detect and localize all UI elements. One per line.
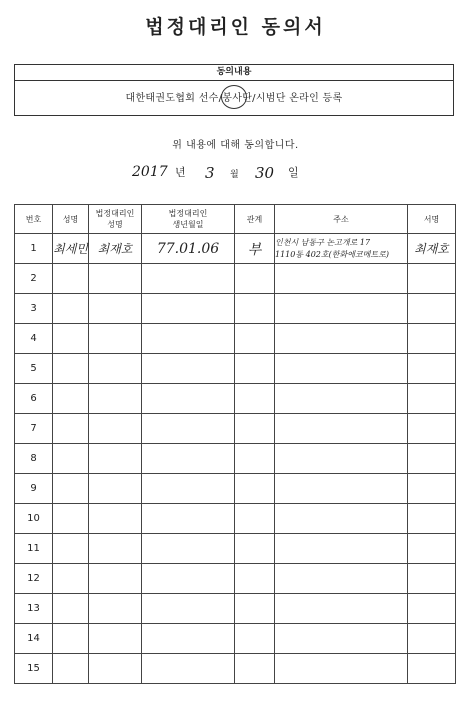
- consent-body: 대한태권도협회 선수/봉사단/시범단 온라인 등록: [125, 93, 343, 104]
- cell-name: [53, 654, 89, 684]
- table-row: [15, 264, 456, 294]
- date-year-unit: 년: [175, 166, 186, 179]
- table-row: [15, 474, 456, 504]
- cell-guardian-name: [89, 354, 142, 384]
- date-day-unit: 일: [288, 166, 299, 179]
- header-signature: 서명: [408, 205, 456, 234]
- row-number: 11: [15, 534, 53, 564]
- cell-relation: [235, 324, 275, 354]
- cell-relation: [235, 504, 275, 534]
- table-row: [15, 324, 456, 354]
- cell-relation: [235, 654, 275, 684]
- row-number: 1: [15, 234, 53, 264]
- table-row: [15, 294, 456, 324]
- table-header-row: [15, 205, 456, 234]
- row-number: 3: [15, 294, 53, 324]
- cell-name: [53, 564, 89, 594]
- cell-address: [275, 504, 408, 534]
- table-row: [15, 414, 456, 444]
- guardian-table: [14, 204, 456, 684]
- header-guardian-name: 법정대리인 성명: [89, 205, 142, 234]
- cell-name: [53, 444, 89, 474]
- row-number: 2: [15, 264, 53, 294]
- cell-signature: [408, 474, 456, 504]
- cell-relation: [235, 534, 275, 564]
- table-row: [15, 354, 456, 384]
- consent-header: 동의내용: [15, 65, 453, 81]
- cell-signature: [408, 534, 456, 564]
- cell-address: [275, 564, 408, 594]
- cell-signature: [408, 654, 456, 684]
- header-address: 주소: [275, 205, 408, 234]
- cell-guardian-birth: [142, 504, 235, 534]
- table-row: [15, 534, 456, 564]
- cell-relation: [235, 444, 275, 474]
- table-row: [15, 444, 456, 474]
- cell-guardian-name: [89, 414, 142, 444]
- cell-address: [275, 654, 408, 684]
- cell-guardian-name: [89, 294, 142, 324]
- cell-guardian-name: [89, 564, 142, 594]
- cell-name: [53, 354, 89, 384]
- cell-relation: [235, 294, 275, 324]
- cell-relation: [235, 384, 275, 414]
- cell-guardian-birth: [142, 624, 235, 654]
- cell-signature: [408, 264, 456, 294]
- cell-name: [53, 474, 89, 504]
- date-month-unit: 월: [230, 170, 239, 180]
- cell-guardian-name: [89, 264, 142, 294]
- cell-guardian-birth: 77.01.06: [142, 234, 235, 264]
- row-number: 10: [15, 504, 53, 534]
- row-number: 9: [15, 474, 53, 504]
- table-row: [15, 654, 456, 684]
- cell-guardian-name: [89, 504, 142, 534]
- cell-address: [275, 384, 408, 414]
- cell-guardian-name: [89, 444, 142, 474]
- cell-signature: [408, 294, 456, 324]
- header-no: 번호: [15, 205, 53, 234]
- table-row: [15, 564, 456, 594]
- row-number: 4: [15, 324, 53, 354]
- cell-address: [275, 264, 408, 294]
- cell-guardian-birth: [142, 654, 235, 684]
- cell-guardian-birth: [142, 474, 235, 504]
- cell-guardian-birth: [142, 264, 235, 294]
- table-row: [15, 504, 456, 534]
- date-year: 2017: [132, 164, 168, 180]
- cell-guardian-name: [89, 594, 142, 624]
- cell-name: [53, 504, 89, 534]
- cell-guardian-name: [89, 384, 142, 414]
- cell-guardian-name: [89, 654, 142, 684]
- cell-relation: [235, 624, 275, 654]
- cell-guardian-birth: [142, 594, 235, 624]
- cell-guardian-birth: [142, 384, 235, 414]
- date-day: 30: [255, 164, 275, 182]
- cell-address: [275, 354, 408, 384]
- cell-name: 최세민: [53, 234, 89, 264]
- cell-name: [53, 594, 89, 624]
- cell-guardian-birth: [142, 324, 235, 354]
- cell-signature: [408, 564, 456, 594]
- cell-relation: [235, 564, 275, 594]
- cell-signature: [408, 354, 456, 384]
- cell-address: [275, 474, 408, 504]
- cell-address: [275, 324, 408, 354]
- cell-name: [53, 384, 89, 414]
- cell-guardian-birth: [142, 354, 235, 384]
- cell-guardian-birth: [142, 414, 235, 444]
- cell-guardian-name: [89, 324, 142, 354]
- cell-signature: [408, 324, 456, 354]
- cell-address: [275, 294, 408, 324]
- cell-relation: [235, 264, 275, 294]
- cell-guardian-birth: [142, 534, 235, 564]
- circle-mark: [221, 85, 247, 109]
- table-row: [15, 384, 456, 414]
- agree-statement: 위 내용에 대해 동의합니다.: [172, 140, 299, 151]
- row-number: 8: [15, 444, 53, 474]
- document-title: 법정대리인 동의서: [145, 16, 326, 38]
- address-line-1: 인천시 남동구 논고개로 17: [275, 237, 371, 247]
- cell-name: [53, 264, 89, 294]
- cell-relation: [235, 594, 275, 624]
- row-number: 12: [15, 564, 53, 594]
- header-name: 성명: [53, 205, 89, 234]
- cell-guardian-birth: [142, 444, 235, 474]
- table-row: [15, 234, 456, 264]
- consent-box: [14, 64, 454, 116]
- cell-signature: [408, 594, 456, 624]
- cell-address: [275, 444, 408, 474]
- row-number: 14: [15, 624, 53, 654]
- row-number: 7: [15, 414, 53, 444]
- cell-name: [53, 294, 89, 324]
- cell-relation: 부: [235, 234, 275, 264]
- cell-signature: [408, 504, 456, 534]
- cell-relation: [235, 354, 275, 384]
- cell-name: [53, 534, 89, 564]
- cell-signature: [408, 414, 456, 444]
- address-line-2: 1110동 402호(한화에코메트로): [275, 249, 389, 259]
- cell-address: [275, 534, 408, 564]
- cell-signature: [408, 444, 456, 474]
- cell-guardian-name: [89, 534, 142, 564]
- row-number: 6: [15, 384, 53, 414]
- cell-address: [275, 414, 408, 444]
- cell-guardian-name: 최재호: [89, 234, 142, 264]
- table-row: [15, 624, 456, 654]
- row-number: 5: [15, 354, 53, 384]
- row-number: 13: [15, 594, 53, 624]
- cell-relation: [235, 474, 275, 504]
- cell-address: [275, 594, 408, 624]
- cell-guardian-name: [89, 624, 142, 654]
- cell-signature: 최재호: [408, 234, 456, 264]
- cell-address: [275, 624, 408, 654]
- cell-signature: [408, 384, 456, 414]
- row-number: 15: [15, 654, 53, 684]
- cell-signature: [408, 624, 456, 654]
- cell-guardian-birth: [142, 564, 235, 594]
- cell-name: [53, 414, 89, 444]
- header-guardian-birth: 법정대리인 생년월일: [142, 205, 235, 234]
- cell-relation: [235, 414, 275, 444]
- cell-name: [53, 324, 89, 354]
- table-row: [15, 594, 456, 624]
- cell-address: [275, 234, 408, 264]
- cell-guardian-birth: [142, 294, 235, 324]
- header-relation: 관계: [235, 205, 275, 234]
- cell-guardian-name: [89, 474, 142, 504]
- date-month: 3: [205, 164, 215, 182]
- cell-name: [53, 624, 89, 654]
